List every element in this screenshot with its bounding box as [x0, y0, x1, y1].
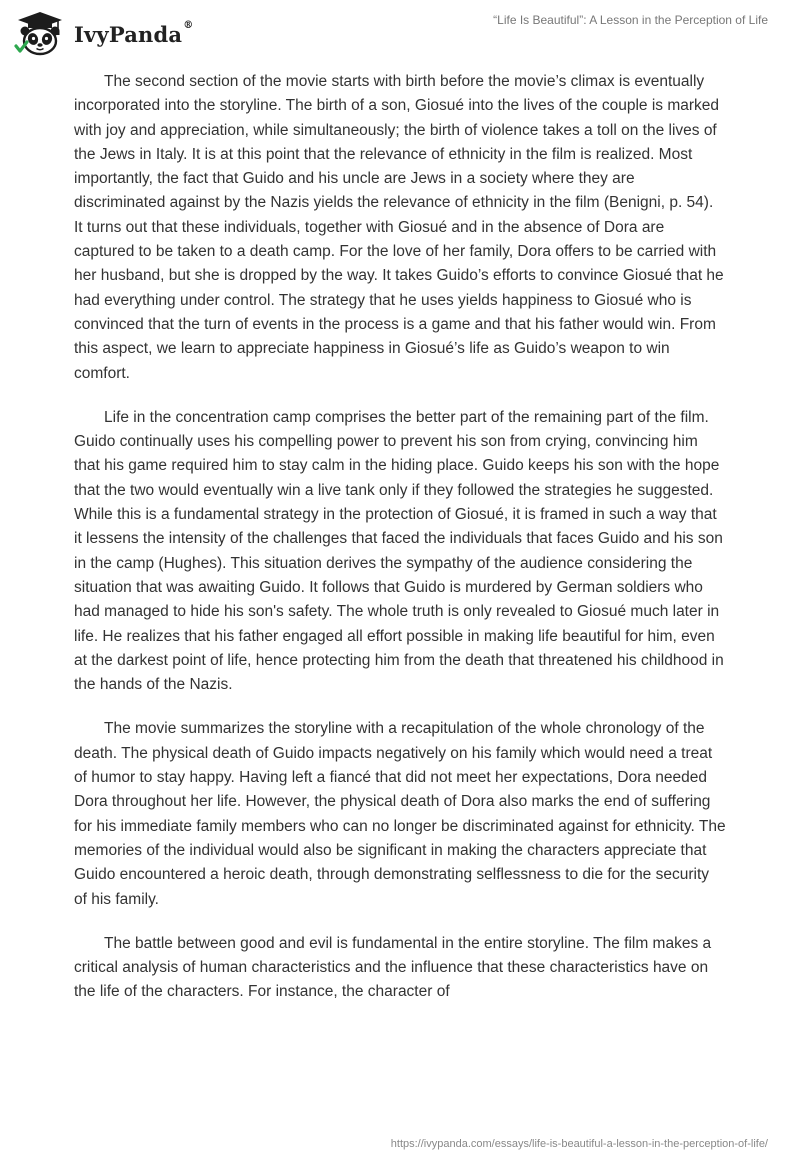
- paragraph: The battle between good and evil is fundamental in the entire storyline. The film makes a critical analysis of human characteristics and the influence that these characteristics have on the life of the characters. For instance, the character of: [74, 934, 712, 1001]
- brand-logo[interactable]: [14, 10, 193, 56]
- registered-mark: ®: [183, 19, 194, 31]
- page-header: [0, 0, 800, 64]
- brand-name-text: IvyPanda: [74, 21, 183, 47]
- brand-name: [74, 19, 194, 47]
- essay-body: [74, 70, 726, 1025]
- paragraph: The second section of the movie starts with birth before the movie’s climax is eventually incorporated into the storyline. The birth of a son, Giosué into the lives of the couple is marked with joy and appreciation, while simultaneously; the birth of violence takes a toll on the lives of the Jews in Italy. It is at this point that the relevance of ethnicity in the film is realized. Most importantly, the fact that Guido and his uncle are Jews in a society where they are discriminated against by the Nazis yields the relevance of ethnicity in the film (Benigni, p. 54). It turns out that these individuals, together with Giosué and in the absence of Dora are captured to be taken to a death camp. For the love of her family, Dora offers to be carried with her husband, but she is dropped by the way. It takes Guido’s efforts to convince Giosué that he had everything under control. The strategy that he uses yields happiness to Giosué who is convinced that the turn of events in the process is a game and that his father would win. From this aspect, we learn to appreciate happiness in Giosué’s life as Guido’s weapon to win comfort.: [74, 73, 724, 382]
- panda-graduate-icon: [14, 10, 66, 56]
- paragraph: Life in the concentration camp comprises the better part of the remaining part of the film. Guido continually uses his compelling power to prevent his son from crying, convincing him that his game required him to stay calm in the hiding place. Guido keeps his son with the hope that the two would eventually win a live tank only if they followed the strategies he suggested. While this is a fundamental strategy in the protection of Giosué, it is framed in such a way that it lessens the intensity of the challenges that faced the individuals that faces Guido and his son in the camp (Hughes). This situation derives the sympathy of the audience considering the situation that was awaiting Guido. It follows that Guido is murdered by German soldiers who had managed to hide his son's safety. The whole truth is only revealed to Giosué much later in life. He realizes that his father engaged all effort possible in making life beautiful for him, even at the darkest point of life, hence protecting him from the death that threatened his childhood in the hands of the Nazis.: [74, 408, 724, 694]
- paragraph: The movie summarizes the storyline with a recapitulation of the whole chronology of the death. The physical death of Guido impacts negatively on his family which would need a treat of humor to stay happy. Having left a fiancé that did not meet her expectations, Dora needed Dora throughout her life. However, the physical death of Dora also marks the end of suffering for his immediate family members who can no longer be discriminated against for ethnicity. The memories of the individual would also be significant in making the characters appreciate that Guido encountered a heroic death, through demonstrating selflessness to die for the security of his family.: [74, 720, 726, 908]
- source-url[interactable]: https://ivypanda.com/essays/life-is-beautiful-a-lesson-in-the-perception-of-life/: [390, 1138, 768, 1150]
- document-title: “Life Is Beautiful”: A Lesson in the Perception of Life: [493, 13, 768, 27]
